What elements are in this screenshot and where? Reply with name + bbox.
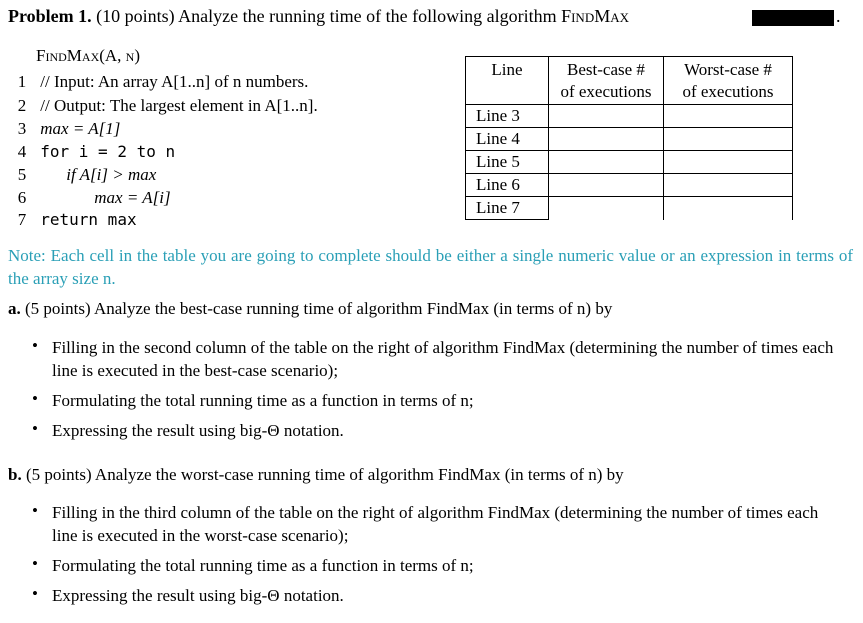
bullet-icon: •	[32, 584, 38, 603]
row-label: Line 5	[466, 151, 549, 174]
bullet-icon: •	[32, 389, 38, 408]
best-case-cell	[549, 128, 664, 151]
part-b-intro	[8, 465, 624, 485]
problem-text: Analyze the running time of the following algorithm	[178, 6, 557, 26]
header-best-case-sub: of executions	[549, 81, 664, 105]
code-line-7-text: return max	[40, 210, 137, 229]
table-row	[466, 174, 793, 197]
code-line-5: 5 if A[i] > max	[17, 165, 157, 184]
best-case-cell	[549, 151, 664, 174]
execution-table	[465, 56, 793, 220]
bullet-icon: •	[32, 501, 38, 520]
list-item-text: Formulating the total running time as a function in terms of n;	[52, 391, 474, 410]
row-label: Line 4	[466, 128, 549, 151]
row-label: Line 3	[466, 105, 549, 128]
header-worst-case-sub: of executions	[664, 81, 793, 105]
worst-case-cell	[664, 174, 793, 197]
list-item-text: Expressing the result using big-Θ notation.	[52, 586, 344, 605]
code-line-3: 3 max = A[1]	[17, 119, 121, 138]
worst-case-cell	[664, 197, 793, 220]
heading-end-mark: .	[836, 6, 841, 26]
header-line: Line	[466, 57, 549, 105]
part-a-intro	[8, 299, 612, 319]
header-best-case: Best-case #	[549, 57, 664, 82]
code-line-4: 4 for i = 2 to n	[17, 142, 176, 161]
row-label: Line 6	[466, 174, 549, 197]
redaction-bar	[752, 10, 834, 26]
best-case-cell	[549, 174, 664, 197]
algorithm-signature: FindMax(A, n)	[36, 46, 140, 65]
worst-case-cell	[664, 105, 793, 128]
list-item-text: Filling in the second column of the table on the right of algorithm FindMax (determining the number of times each line is executed in the best-case scenario);	[52, 338, 834, 380]
code-line-3-text: max = A[1]	[40, 119, 121, 138]
code-line-4-text: for i = 2 to n	[40, 142, 176, 161]
code-line-1: 1 // Input: An array A[1..n] of n numbers.	[17, 72, 309, 91]
code-line-1-text: // Input: An array A[1..n] of n numbers.	[40, 72, 309, 91]
problem-points: (10 points)	[96, 6, 175, 26]
table-row	[466, 105, 793, 128]
list-item-text: Formulating the total running time as a function in terms of n;	[52, 556, 474, 575]
note-text: Note: Each cell in the table you are going to complete should be either a single numeric value or an expression in terms of the array size n.	[8, 246, 853, 288]
header-worst-case: Worst-case #	[664, 57, 793, 82]
worst-case-cell	[664, 128, 793, 151]
best-case-cell	[549, 105, 664, 128]
bullet-icon: •	[32, 336, 38, 355]
code-line-2-text: // Output: The largest element in A[1..n].	[40, 96, 318, 115]
code-line-2: 2 // Output: The largest element in A[1..n].	[17, 96, 318, 115]
bullet-icon: •	[32, 554, 38, 573]
code-line-5-text: if A[i] > max	[66, 165, 157, 184]
worst-case-cell	[664, 151, 793, 174]
part-b-intro-text: (5 points) Analyze the worst-case running time of algorithm FindMax (in terms of n) by	[25, 465, 624, 484]
problem-number: Problem 1.	[8, 6, 92, 26]
best-case-cell	[549, 197, 664, 220]
part-a-label: a.	[8, 299, 21, 318]
problem-heading	[8, 6, 629, 27]
row-label: Line 7	[466, 197, 549, 220]
code-line-7: 7 return max	[17, 210, 137, 229]
table-row	[466, 197, 793, 220]
list-item-text: Filling in the third column of the table on the right of algorithm FindMax (determining the number of times each line is executed in the worst-case scenario);	[52, 503, 819, 545]
table-row	[466, 128, 793, 151]
bullet-icon: •	[32, 419, 38, 438]
code-line-6-text: max = A[i]	[94, 188, 171, 207]
list-item-text: Expressing the result using big-Θ notation.	[52, 421, 344, 440]
table-row	[466, 151, 793, 174]
part-b-label: b.	[8, 465, 22, 484]
part-a-intro-text: (5 points) Analyze the best-case running time of algorithm FindMax (in terms of n) by	[25, 299, 613, 318]
algorithm-name: FindMax	[561, 6, 629, 26]
code-line-6: 6 max = A[i]	[17, 188, 171, 207]
